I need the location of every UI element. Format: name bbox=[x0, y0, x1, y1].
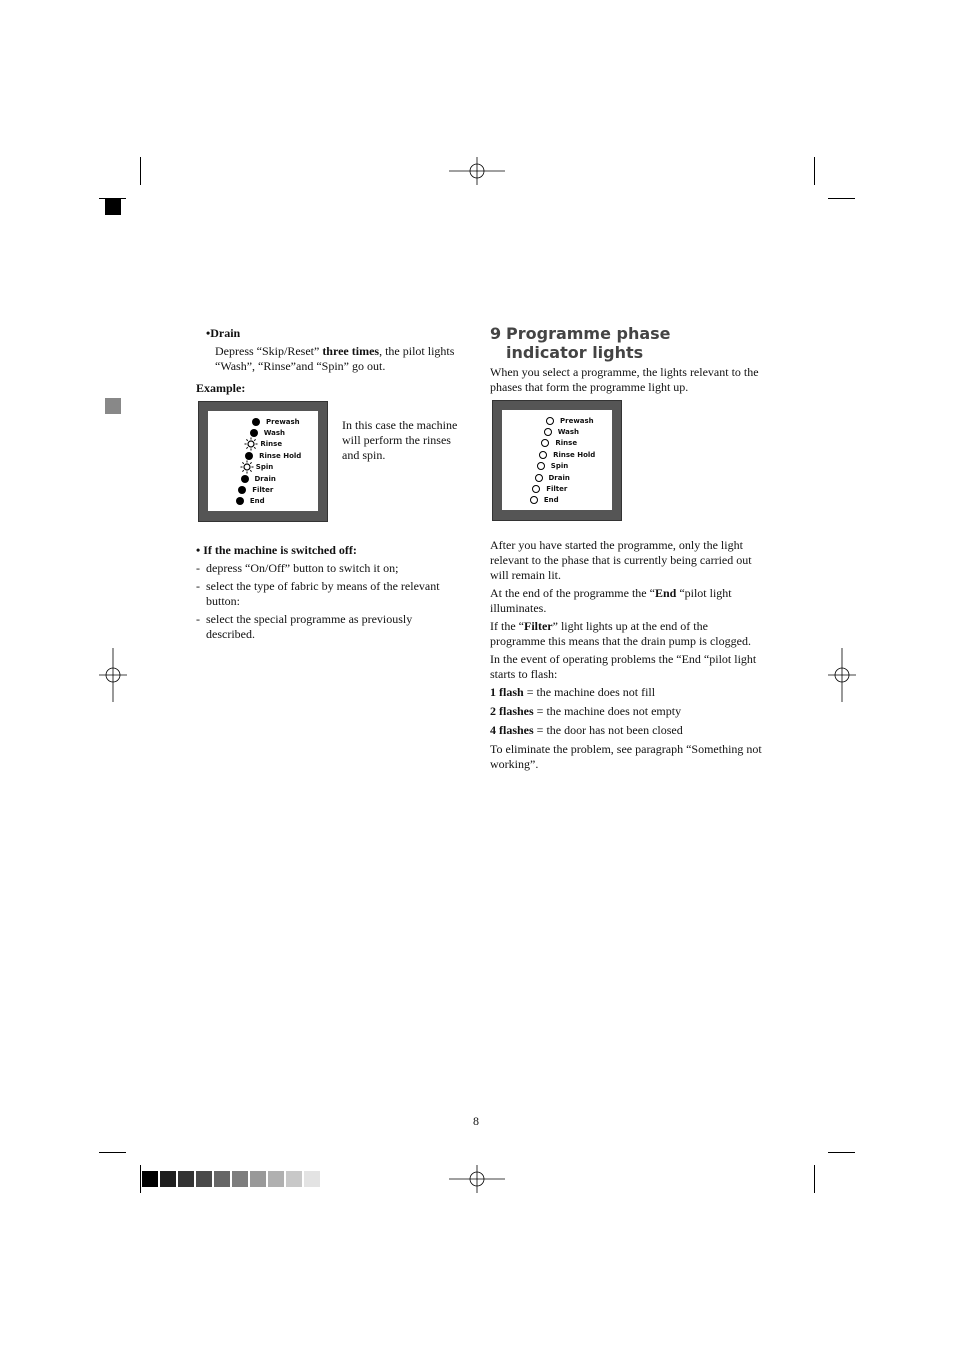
registration-target-top bbox=[449, 157, 505, 185]
lit-light-icon bbox=[250, 429, 258, 437]
grey-swatch bbox=[268, 1171, 284, 1187]
grey-swatch bbox=[196, 1171, 212, 1187]
phase-indicator-panel bbox=[492, 400, 622, 521]
indicator-light-label: Filter bbox=[546, 484, 568, 493]
switched-off-heading: • If the machine is switched off: bbox=[196, 543, 357, 557]
indicator-light-row bbox=[541, 438, 577, 449]
lit-light-icon bbox=[241, 475, 249, 483]
indicator-light-label: Rinse bbox=[260, 440, 283, 449]
example-indicator-panel bbox=[198, 401, 328, 522]
indicator-light-label: Drain bbox=[254, 474, 276, 483]
unlit-light-icon bbox=[530, 496, 538, 504]
after-start-text: After you have started the programme, only the light relevant to the phase that is currently being carried out will remain lit. bbox=[490, 538, 752, 582]
indicator-light-label: End bbox=[543, 496, 559, 505]
unlit-light-icon bbox=[539, 451, 547, 459]
indicator-light-label: Spin bbox=[255, 463, 274, 472]
flash-item: 1 flash = the machine does not fill bbox=[490, 685, 656, 699]
indicator-light-label: End bbox=[249, 497, 265, 506]
indicator-light-row bbox=[530, 495, 559, 506]
indicator-light-label: Drain bbox=[548, 473, 570, 482]
indicator-light-label: Rinse Hold bbox=[259, 451, 302, 460]
filter-text: If the “Filter” light lights up at the end of the programme this means that the drain pump is clogged. bbox=[490, 619, 751, 648]
grey-swatch bbox=[142, 1171, 158, 1187]
example-label: Example: bbox=[196, 381, 246, 395]
indicator-light-row bbox=[236, 496, 265, 507]
indicator-light-label: Wash bbox=[557, 427, 580, 436]
lit-light-icon bbox=[245, 452, 253, 460]
flash-item: 4 flashes = the door has not been closed bbox=[490, 723, 683, 737]
list-item: - depress “On/Off” button to switch it on; bbox=[196, 561, 399, 575]
registration-target-left bbox=[99, 648, 127, 702]
example-caption: In this case the machine will perform the rinses and spin. bbox=[342, 418, 458, 462]
grey-swatch bbox=[232, 1171, 248, 1187]
indicator-light-row bbox=[544, 426, 579, 437]
grey-swatch bbox=[178, 1171, 194, 1187]
grey-swatch bbox=[214, 1171, 230, 1187]
intro-text: When you select a programme, the lights relevant to the phases that form the programme light up. bbox=[490, 365, 759, 394]
grey-swatch bbox=[160, 1171, 176, 1187]
unlit-light-icon bbox=[546, 417, 554, 425]
indicator-light-label: Prewash bbox=[266, 417, 300, 426]
indicator-light-label: Rinse bbox=[555, 439, 578, 448]
drain-description: Depress “Skip/Reset” three times, the pilot lights “Wash”, “Rinse”and “Spin” go out. bbox=[215, 344, 455, 373]
indicator-light-row bbox=[243, 462, 273, 473]
lit-light-icon bbox=[252, 418, 260, 426]
indicator-light-row bbox=[546, 415, 594, 426]
lit-light-icon bbox=[236, 497, 244, 505]
grey-registration-square bbox=[105, 398, 121, 414]
grey-swatch bbox=[286, 1171, 302, 1187]
unlit-light-icon bbox=[535, 474, 543, 482]
page-number: 8 bbox=[473, 1114, 479, 1128]
indicator-light-label: Filter bbox=[252, 485, 274, 494]
indicator-light-label: Rinse Hold bbox=[553, 450, 596, 459]
indicator-light-row bbox=[532, 483, 567, 494]
section-heading bbox=[490, 324, 750, 362]
grey-swatch bbox=[250, 1171, 266, 1187]
unlit-light-icon bbox=[541, 439, 549, 447]
indicator-light-label: Spin bbox=[550, 462, 569, 471]
registration-target-bottom bbox=[449, 1165, 505, 1193]
indicator-light-label: Prewash bbox=[560, 416, 594, 425]
grey-scale-strip bbox=[142, 1171, 322, 1187]
indicator-light-row bbox=[247, 439, 282, 450]
registration-target-right bbox=[828, 648, 856, 702]
unlit-light-icon bbox=[537, 462, 545, 470]
indicator-light-row bbox=[539, 449, 595, 460]
section-number: 9 bbox=[490, 324, 502, 343]
black-registration-square bbox=[105, 199, 121, 215]
steps-list bbox=[196, 561, 448, 642]
unlit-light-icon bbox=[532, 485, 540, 493]
indicator-light-row bbox=[252, 416, 300, 427]
problems-text: In the event of operating problems the “End “pilot light starts to flash: bbox=[490, 652, 757, 681]
flashing-light-icon bbox=[244, 437, 258, 451]
flash-item: 2 flashes = the machine does not empty bbox=[490, 704, 682, 718]
section-title: Programme phase indicator lights bbox=[506, 324, 671, 362]
unlit-light-icon bbox=[544, 428, 552, 436]
list-item: - select the special programme as previously described. bbox=[196, 612, 413, 641]
drain-bullet: •Drain bbox=[206, 326, 241, 340]
indicator-light-row bbox=[238, 484, 273, 495]
lit-light-icon bbox=[238, 486, 246, 494]
grey-swatch bbox=[304, 1171, 320, 1187]
end-text: At the end of the programme the “End “pilot light illuminates. bbox=[490, 586, 732, 615]
indicator-light-row bbox=[241, 473, 276, 484]
indicator-light-row bbox=[535, 472, 570, 483]
eliminate-text: To eliminate the problem, see paragraph “Something not working”. bbox=[490, 742, 762, 771]
indicator-light-label: Wash bbox=[263, 428, 286, 437]
indicator-light-row bbox=[537, 461, 568, 472]
right-body bbox=[490, 538, 762, 772]
flashing-light-icon bbox=[240, 460, 254, 474]
list-item: - select the type of fabric by means of the relevant button: bbox=[196, 579, 440, 608]
